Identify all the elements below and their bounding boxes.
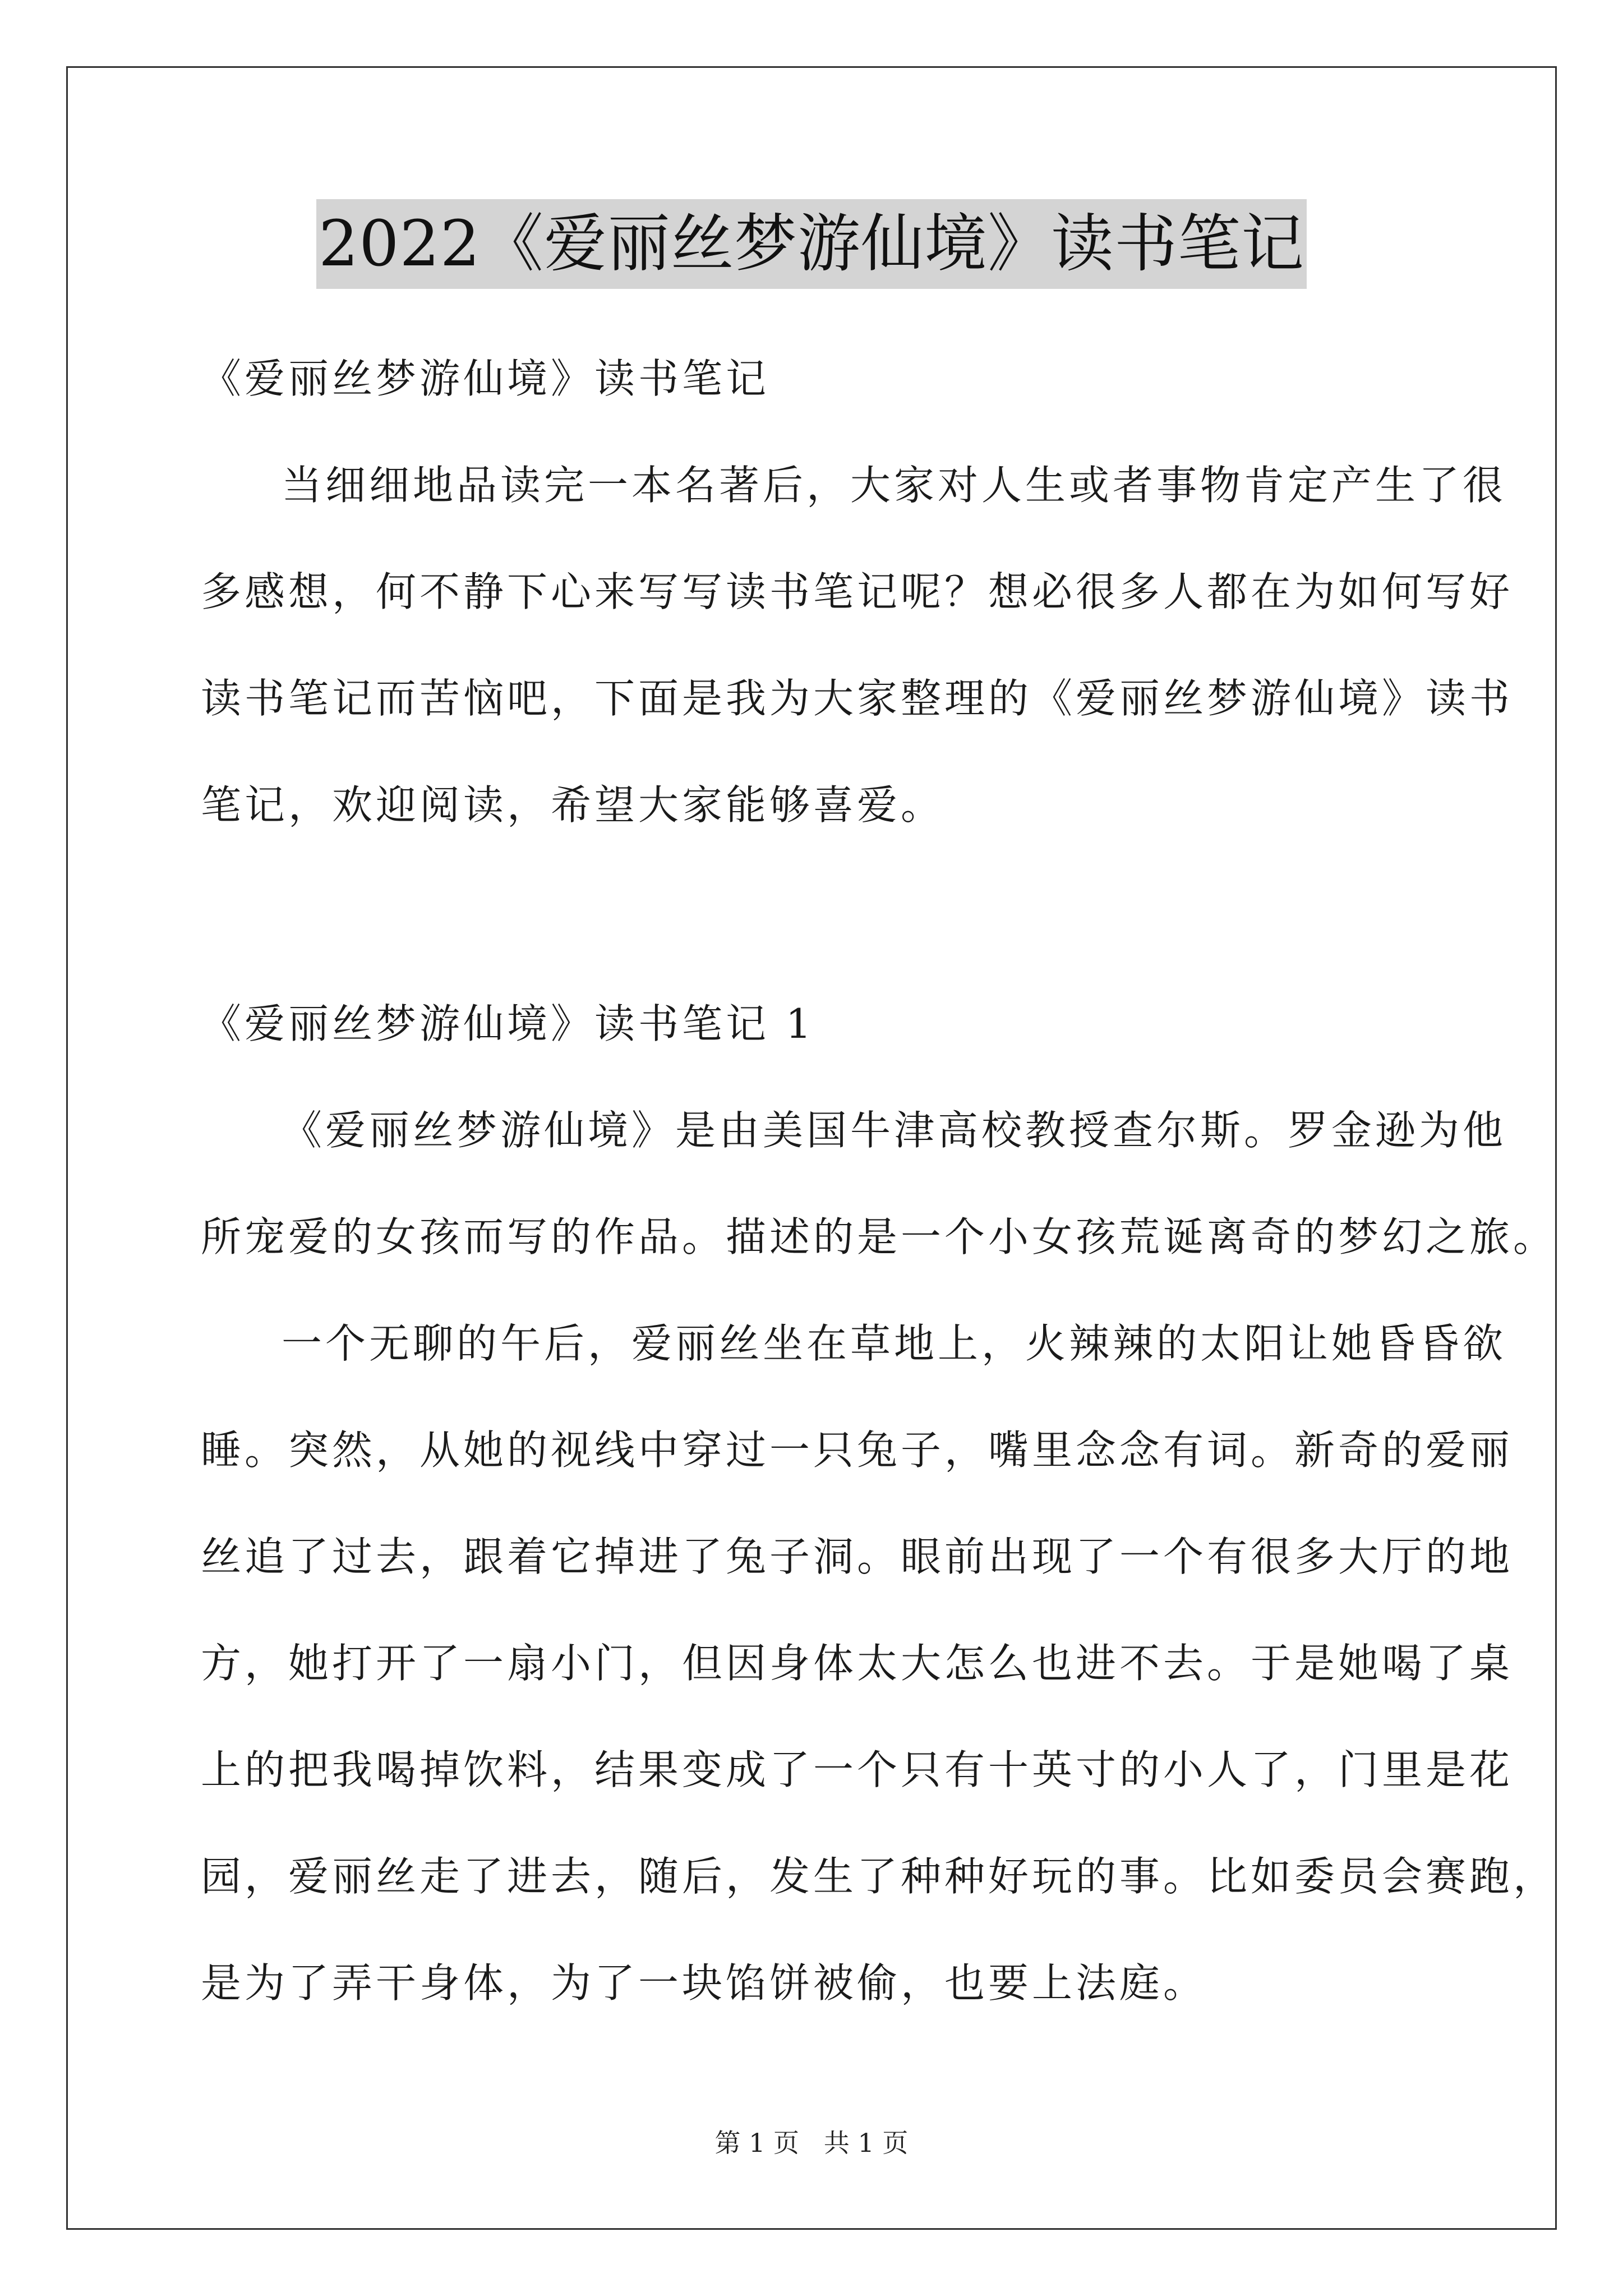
title-container: [0, 199, 1623, 289]
paragraph-line: 一个无聊的午后，爱丽丝坐在草地上，火辣辣的太阳让她昏昏欲: [282, 1320, 1507, 1367]
document-title: 2022《爱丽丝梦游仙境》读书笔记: [316, 199, 1307, 289]
intro-line: 多感想，何不静下心来写写读书笔记呢？想必很多人都在为如何写好: [201, 568, 1514, 615]
paragraph-line: 园，爱丽丝走了进去，随后，发生了种种好玩的事。比如委员会赛跑，: [201, 1853, 1557, 1900]
page-number: 第 1 页 共 1 页: [714, 2128, 909, 2158]
paragraph-line: 所宠爱的女孩而写的作品。描述的是一个小女孩荒诞离奇的梦幻之旅。: [201, 1213, 1557, 1260]
section-heading: 《爱丽丝梦游仙境》读书笔记 1: [201, 1000, 815, 1047]
intro-line: 读书笔记而苦恼吧，下面是我为大家整理的《爱丽丝梦游仙境》读书: [201, 675, 1514, 722]
paragraph-line: 是为了弄干身体，为了一块馅饼被偷，也要上法庭。: [201, 1959, 1207, 2007]
paragraph-line: 方，她打开了一扇小门，但因身体太大怎么也进不去。于是她喝了桌: [201, 1640, 1514, 1687]
paragraph-line: 《爱丽丝梦游仙境》是由美国牛津高校教授查尔斯。罗金逊为他: [282, 1107, 1507, 1154]
intro-line: 当细细地品读完一本名著后，大家对人生或者事物肯定产生了很: [282, 462, 1507, 509]
paragraph-line: 上的把我喝掉饮料，结果变成了一个只有十英寸的小人了，门里是花: [201, 1746, 1514, 1793]
document-subtitle: 《爱丽丝梦游仙境》读书笔记: [201, 355, 770, 402]
intro-line: 笔记，欢迎阅读，希望大家能够喜爱。: [201, 781, 945, 829]
paragraph-line: 丝追了过去，跟着它掉进了兔子洞。眼前出现了一个有很多大厅的地: [201, 1533, 1514, 1580]
paragraph-line: 睡。突然，从她的视线中穿过一只兔子，嘴里念念有词。新奇的爱丽: [201, 1427, 1514, 1474]
